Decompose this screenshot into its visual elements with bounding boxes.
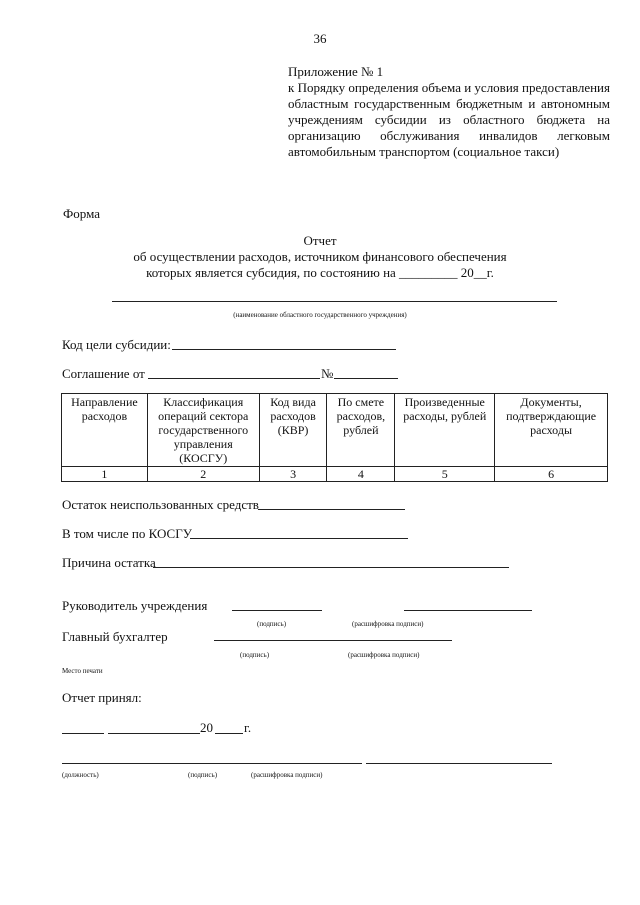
accountant-signature-caption: (подпись) (240, 651, 270, 659)
kosgu-label: В том числе по КОСГУ (62, 526, 192, 541)
appendix-title: Приложение № 1 (288, 64, 384, 79)
table-number-cell[interactable]: 6 (495, 467, 608, 482)
table-number-cell[interactable]: 3 (259, 467, 327, 482)
report-title-line1: Отчет (303, 233, 337, 248)
table-header-cell: По смете расходов, рублей (327, 394, 395, 467)
accepted-label: Отчет принял: (62, 690, 142, 705)
agreement-date-line[interactable] (148, 378, 320, 379)
reason-line[interactable] (153, 567, 509, 568)
seal-label: Место печати (62, 667, 103, 675)
table-header-cell: Документы, подтверждающие расходы (495, 394, 608, 467)
remainder-line[interactable] (258, 509, 405, 510)
org-name-caption: (наименование областного государственного учреждения) (233, 311, 407, 319)
table-header-row (62, 394, 608, 467)
date-month-line[interactable] (108, 733, 200, 734)
director-decode-line[interactable] (404, 610, 532, 611)
org-name-line[interactable] (112, 301, 557, 302)
table-number-cell[interactable]: 5 (395, 467, 495, 482)
director-label: Руководитель учреждения (62, 598, 208, 613)
reason-label: Причина остатка (62, 555, 156, 570)
kosgu-line[interactable] (190, 538, 408, 539)
expenses-table (61, 393, 608, 482)
agreement-label: Соглашение от (62, 366, 145, 381)
subsidy-code-label: Код цели субсидии: (62, 337, 171, 352)
subsidy-code-line[interactable] (172, 349, 396, 350)
table-number-row (62, 467, 608, 482)
report-title-line3: которых является субсидия, по состоянию на _________ 20__г. (146, 265, 494, 280)
accepted-signature-line[interactable] (62, 763, 362, 764)
date-day-line[interactable] (62, 733, 104, 734)
page-number: 36 (313, 31, 327, 46)
date-year-suffix: г. (244, 720, 252, 735)
report-title-line2: об осуществлении расходов, источником финансового обеспечения (133, 249, 507, 264)
table-header-cell: Произведенные расходы, рублей (395, 394, 495, 467)
accepted-decode-caption: (расшифровка подписи) (251, 771, 323, 779)
agreement-number-sign: № (321, 366, 334, 381)
table-number-cell[interactable]: 1 (62, 467, 148, 482)
remainder-label: Остаток неиспользованных средств (62, 497, 259, 512)
table-header-cell: Направление расходов (62, 394, 148, 467)
appendix-block (288, 64, 610, 160)
table-header-cell: Код вида расходов (КВР) (259, 394, 327, 467)
director-signature-line[interactable] (232, 610, 322, 611)
director-signature-caption: (подпись) (257, 620, 287, 628)
form-label: Форма (63, 206, 100, 221)
report-title (0, 233, 640, 281)
agreement-number-line[interactable] (334, 378, 398, 379)
date-year-prefix: 20 (200, 720, 213, 735)
director-decode-caption: (расшифровка подписи) (352, 620, 424, 628)
accountant-decode-caption: (расшифровка подписи) (348, 651, 420, 659)
position-caption: (должность) (62, 771, 99, 779)
chief-accountant-line[interactable] (214, 640, 452, 641)
appendix-text: к Порядку определения объема и условия предоставления областным государственным бюджетным и автономным учреждениям субсидии из областного бюджета на организацию обслуживания инвалидов легковым автомобильным транспортом (социальное такси) (288, 80, 610, 159)
accepted-extra-line[interactable] (366, 763, 552, 764)
table-header-cell: Классификация операций сектора государственного управления (КОСГУ) (147, 394, 259, 467)
accepted-signature-caption: (подпись) (188, 771, 218, 779)
table-number-cell[interactable]: 4 (327, 467, 395, 482)
chief-accountant-label: Главный бухгалтер (62, 629, 168, 644)
date-year-line[interactable] (215, 733, 243, 734)
table-number-cell[interactable]: 2 (147, 467, 259, 482)
